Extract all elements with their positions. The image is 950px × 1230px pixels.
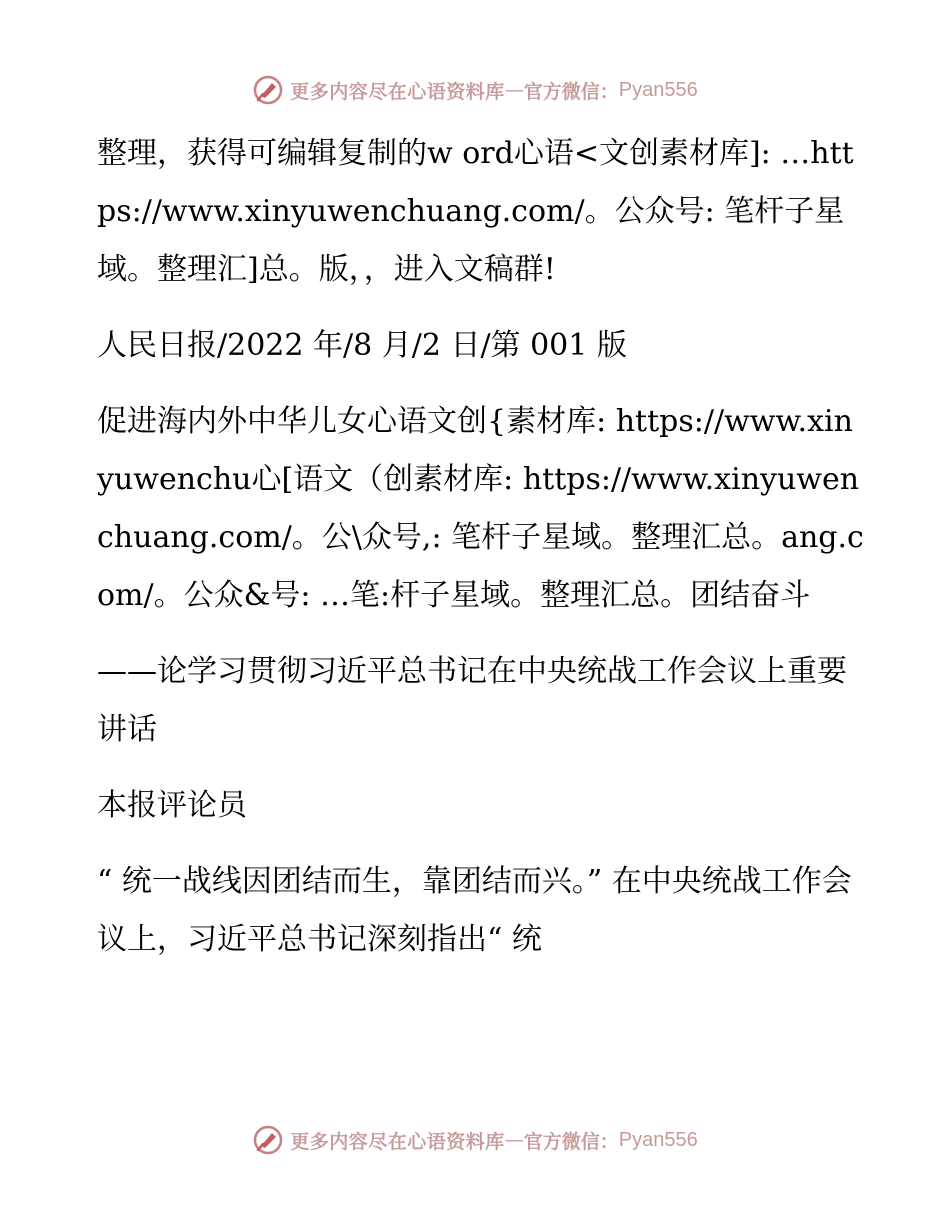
subtitle-paragraph: ——论学习贯彻习近平总书记在中央统战工作会议上重要讲话 (97, 654, 847, 747)
document-body (97, 125, 867, 987)
intro-paragraph: 整理，获得可编辑复制的w ord心语<文创素材库]: …https://www.xinyuwenchuang.com/。公众号: 笔杆子星域。整理汇]总。版，，进入文稿群! (97, 136, 854, 287)
banner-wechat-label: 官方微信： (523, 1130, 619, 1153)
footer-watermark-banner (0, 1120, 950, 1160)
body-paragraph: “ 统一战线因团结而生，靠团结而兴。” 在中央统战工作会议上，习近平总书记深刻指出“ 统 (97, 864, 852, 957)
pen-nib-logo-icon (252, 1124, 284, 1156)
banner-text: 更多内容尽在心语资料库 (290, 80, 505, 103)
banner-wechat-label: 官方微信： (523, 80, 619, 103)
banner-text: 更多内容尽在心语资料库 (290, 1130, 505, 1153)
banner-wechat-id: Pyan556 (618, 78, 698, 101)
banner-separator: — (504, 1129, 524, 1151)
byline-paragraph: 本报评论员 (97, 788, 247, 823)
banner-separator: — (504, 79, 524, 101)
publication-line: 人民日报/2022 年/8 月/2 日/第 001 版 (97, 328, 627, 363)
pen-nib-logo-icon (252, 74, 284, 106)
header-watermark-banner (0, 70, 950, 110)
banner-wechat-id: Pyan556 (618, 1128, 698, 1151)
headline-paragraph: 促进海内外中华儿女心语文创{素材库: https://www.xinyuwenchu心[语文（创素材库: https://www.xinyuwenchuang.com/。公\众号,: 笔杆子星域。整理汇总。ang.com/。公众&号: …笔:杆子星域。整理汇总。团结奋斗 (97, 404, 864, 613)
